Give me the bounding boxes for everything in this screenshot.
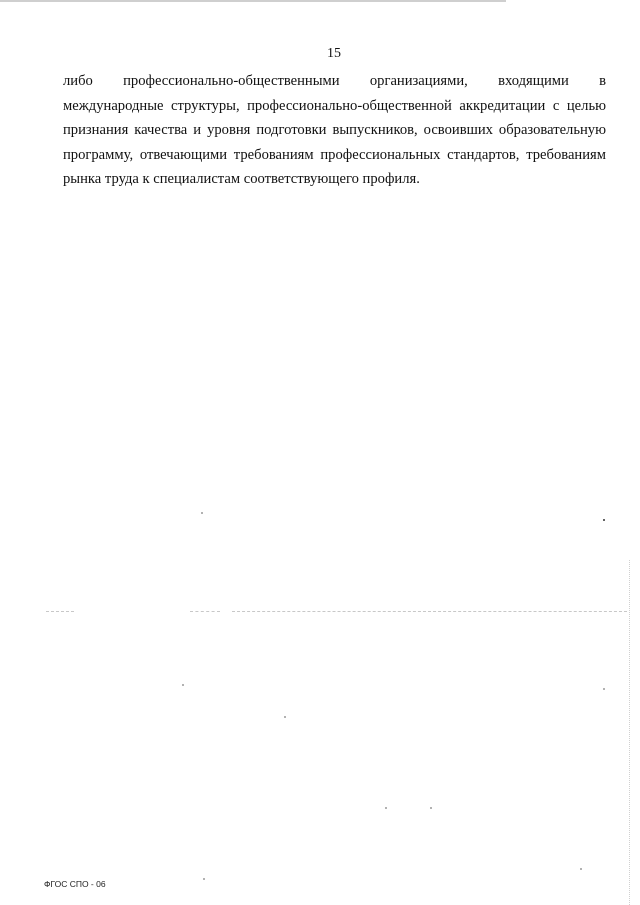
scan-artifact-line [46, 611, 74, 612]
paragraph-line: либо профессионально-общественными организациями, входящими в [63, 73, 606, 89]
scan-speck [182, 684, 184, 686]
paragraph-line: рынка труда к специалистам соответствующего профиля. [63, 171, 420, 187]
scan-speck [430, 807, 432, 809]
scan-top-edge [0, 0, 506, 2]
scan-speck [603, 688, 605, 690]
scan-artifact-line [190, 611, 220, 612]
scan-speck [385, 807, 387, 809]
document-footer-code: ФГОС СПО - 06 [44, 879, 106, 889]
body-paragraph [63, 69, 606, 192]
scan-artifact-line [232, 611, 627, 612]
scan-speck [201, 512, 203, 514]
scan-speck [580, 868, 582, 870]
scan-speck [603, 519, 605, 521]
scan-speck [284, 716, 286, 718]
paragraph-line: программу, отвечающими требованиям профессиональных стандартов, требованиям [63, 146, 606, 163]
scan-artifact-edge [629, 560, 630, 905]
scan-speck [203, 878, 205, 880]
page-number: 15 [327, 46, 341, 61]
paragraph-line: международные структуры, профессионально-общественной аккредитации с целью [63, 97, 606, 114]
paragraph-line: признания качества и уровня подготовки выпускников, освоивших образовательную [63, 122, 606, 138]
